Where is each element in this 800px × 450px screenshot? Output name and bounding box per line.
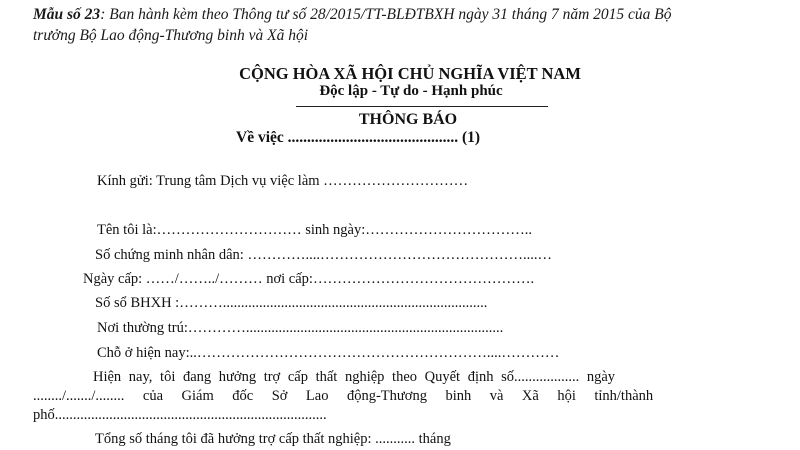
benefit-months-line: Tổng số tháng tôi đã hưởng trợ cấp thất nghiệp: ........... tháng	[95, 431, 451, 447]
notice-subject: Về việc ............................................ (1)	[236, 129, 481, 146]
form-header-note	[33, 4, 672, 46]
header-note-line-1	[33, 4, 672, 25]
name-birth-line: Tên tôi là:………………………… sinh ngày:……………………………..	[97, 222, 532, 238]
form-number-label: Mẫu số 23	[33, 6, 101, 23]
decision-line-1: Hiện nay, tôi đang hưởng trợ cấp thất nghiệp theo Quyết định số.................. ngày	[93, 369, 616, 385]
header-note-line-2: trưởng Bộ Lao động-Thương binh và Xã hội	[33, 27, 308, 44]
social-insurance-line: Số sổ BHXH :……….........................................................................	[95, 295, 488, 311]
republic-heading: CỘNG HÒA XÃ HỘI CHỦ NGHĨA VIỆT NAM	[239, 64, 581, 83]
motto-underline	[296, 106, 548, 107]
notice-title: THÔNG BÁO	[358, 111, 458, 128]
addressee-line: Kính gửi: Trung tâm Dịch vụ việc làm …………………………	[97, 173, 469, 189]
issue-date-place-line: Ngày cấp: ……/……../……… nơi cấp:……………………………………….	[83, 271, 535, 287]
decision-line-2: ......../......./........ của Giám đốc Sở Lao động-Thương binh và Xã hội tỉnh/thành	[33, 388, 654, 404]
id-number-line: Số chứng minh nhân dân: …………....……………………………………....…	[95, 247, 552, 263]
permanent-address-line: Nơi thường trú:………….......................................................................	[97, 320, 504, 336]
national-motto: Độc lập - Tự do - Hạnh phúc	[319, 83, 503, 99]
header-note-text: : Ban hành kèm theo Thông tư số 28/2015/TT-BLĐTBXH ngày 31 tháng 7 năm 2015 của Bộ	[100, 6, 672, 23]
current-address-line: Chỗ ở hiện nay:..……………………………………………………....…………	[97, 345, 560, 361]
decision-line-3: phố...........................................................................	[33, 407, 327, 423]
